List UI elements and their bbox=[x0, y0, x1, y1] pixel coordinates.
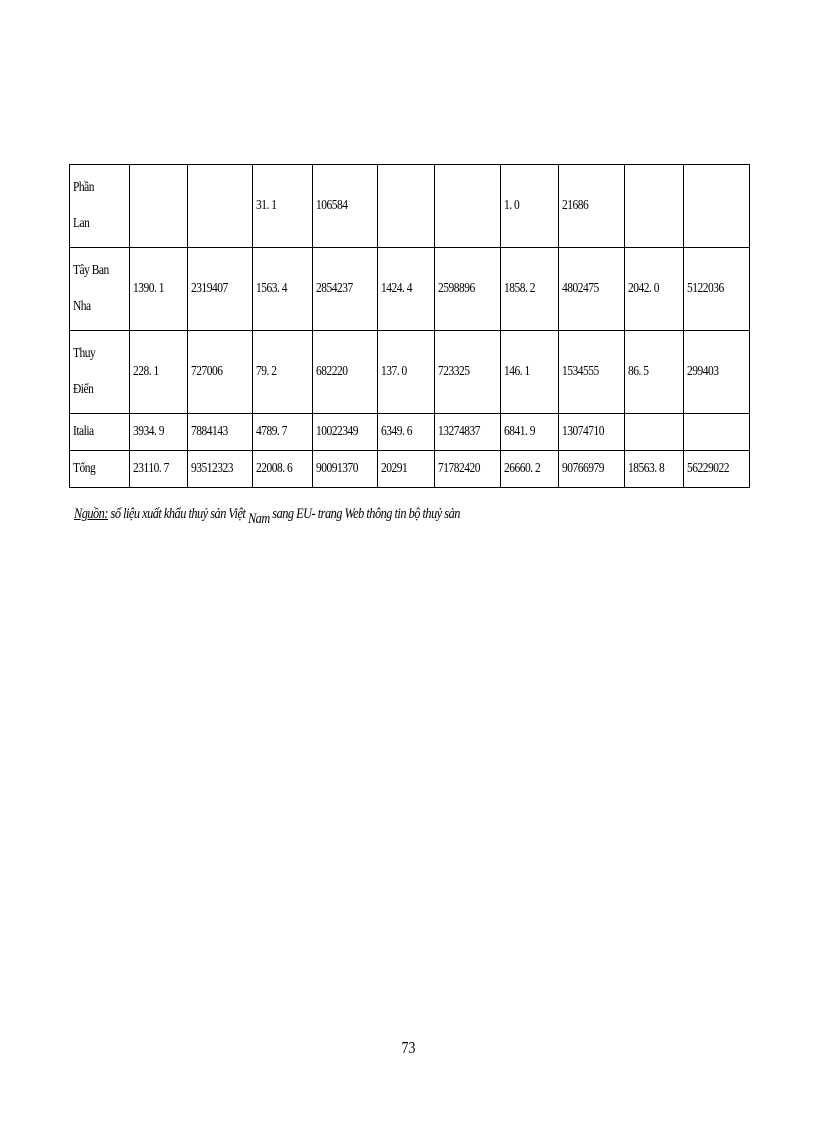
value-cell bbox=[684, 414, 750, 451]
source-text-before: số liệu xuất khẩu thuỷ sản Việt bbox=[107, 506, 248, 522]
value-cell bbox=[625, 331, 684, 414]
value-cell bbox=[378, 414, 435, 451]
value-text: 31. 1 bbox=[256, 198, 277, 213]
value-cell bbox=[501, 248, 559, 331]
value-cell bbox=[501, 414, 559, 451]
value-cell bbox=[378, 248, 435, 331]
table-row bbox=[70, 414, 750, 451]
value-cell bbox=[188, 451, 253, 488]
value-text: 228. 1 bbox=[133, 364, 159, 379]
value-cell bbox=[313, 331, 378, 414]
value-cell bbox=[378, 451, 435, 488]
value-text: 10022349 bbox=[316, 424, 358, 439]
value-cell bbox=[253, 165, 313, 248]
value-cell bbox=[684, 248, 750, 331]
value-text: 7884143 bbox=[191, 424, 228, 439]
value-text: 56229022 bbox=[687, 461, 729, 476]
value-cell bbox=[435, 451, 501, 488]
value-cell bbox=[559, 414, 625, 451]
value-cell bbox=[188, 331, 253, 414]
value-cell bbox=[435, 248, 501, 331]
value-cell bbox=[313, 414, 378, 451]
value-cell bbox=[501, 165, 559, 248]
value-text: 146. 1 bbox=[504, 364, 530, 379]
value-cell bbox=[559, 165, 625, 248]
value-text: 18563. 8 bbox=[628, 461, 665, 476]
value-cell bbox=[130, 331, 188, 414]
value-cell bbox=[130, 248, 188, 331]
value-cell bbox=[625, 165, 684, 248]
value-text: 86. 5 bbox=[628, 364, 649, 379]
value-text: 1424. 4 bbox=[381, 281, 413, 296]
value-text: 2319407 bbox=[191, 281, 228, 296]
country-name-line: Thuy bbox=[73, 346, 96, 361]
value-cell bbox=[501, 451, 559, 488]
country-name-line: Phần bbox=[73, 180, 94, 195]
value-cell bbox=[559, 248, 625, 331]
country-name-line: Nha bbox=[73, 299, 91, 314]
value-text: 723325 bbox=[438, 364, 470, 379]
value-cell bbox=[253, 331, 313, 414]
country-cell bbox=[70, 451, 130, 488]
value-cell bbox=[625, 451, 684, 488]
value-cell bbox=[435, 414, 501, 451]
value-text: 13074710 bbox=[562, 424, 604, 439]
value-cell bbox=[684, 451, 750, 488]
country-cell bbox=[70, 165, 130, 248]
table-row bbox=[70, 331, 750, 414]
value-text: 93512323 bbox=[191, 461, 233, 476]
value-cell bbox=[253, 414, 313, 451]
table-row bbox=[70, 165, 750, 248]
source-text-after: sang EU- trang Web thông tin bộ thuỷ sản bbox=[269, 506, 460, 522]
country-name-line: Tổng bbox=[73, 461, 96, 476]
value-cell bbox=[313, 248, 378, 331]
value-text: 26660. 2 bbox=[504, 461, 541, 476]
value-cell bbox=[625, 414, 684, 451]
value-text: 299403 bbox=[687, 364, 719, 379]
value-text: 1534555 bbox=[562, 364, 599, 379]
value-cell bbox=[559, 451, 625, 488]
value-cell bbox=[501, 331, 559, 414]
value-text: 682220 bbox=[316, 364, 348, 379]
value-cell bbox=[625, 248, 684, 331]
value-cell bbox=[130, 451, 188, 488]
value-text: 2854237 bbox=[316, 281, 353, 296]
value-text: 1. 0 bbox=[504, 198, 520, 213]
value-cell bbox=[435, 165, 501, 248]
value-cell bbox=[188, 248, 253, 331]
value-cell bbox=[313, 451, 378, 488]
country-name-line: Italia bbox=[73, 424, 94, 439]
country-cell bbox=[70, 414, 130, 451]
value-cell bbox=[435, 331, 501, 414]
source-note bbox=[74, 506, 460, 527]
value-text: 21686 bbox=[562, 198, 589, 213]
value-text: 90091370 bbox=[316, 461, 358, 476]
value-text: 2598896 bbox=[438, 281, 475, 296]
country-name-line: Tây Ban bbox=[73, 263, 109, 278]
page-number bbox=[0, 1038, 816, 1058]
value-text: 23110. 7 bbox=[133, 461, 169, 476]
value-text: 4802475 bbox=[562, 281, 599, 296]
value-text: 106584 bbox=[316, 198, 348, 213]
value-cell bbox=[130, 165, 188, 248]
country-name-line: Lan bbox=[73, 216, 90, 231]
value-text: 90766979 bbox=[562, 461, 604, 476]
source-label: Nguồn: bbox=[74, 506, 108, 522]
table-row bbox=[70, 451, 750, 488]
value-text: 727006 bbox=[191, 364, 223, 379]
value-cell bbox=[253, 248, 313, 331]
page-number-text: 73 bbox=[401, 1038, 415, 1057]
value-text: 3934. 9 bbox=[133, 424, 165, 439]
source-subscript: Nam bbox=[247, 511, 270, 527]
value-text: 5122036 bbox=[687, 281, 724, 296]
value-cell bbox=[130, 414, 188, 451]
value-cell bbox=[684, 165, 750, 248]
value-text: 1563. 4 bbox=[256, 281, 288, 296]
value-text: 22008. 6 bbox=[256, 461, 293, 476]
value-cell bbox=[188, 165, 253, 248]
export-data-table bbox=[69, 164, 750, 488]
country-cell bbox=[70, 248, 130, 331]
value-cell bbox=[378, 165, 435, 248]
country-cell bbox=[70, 331, 130, 414]
value-text: 2042. 0 bbox=[628, 281, 660, 296]
value-text: 13274837 bbox=[438, 424, 480, 439]
value-cell bbox=[559, 331, 625, 414]
value-text: 79. 2 bbox=[256, 364, 277, 379]
value-text: 1858. 2 bbox=[504, 281, 536, 296]
value-text: 71782420 bbox=[438, 461, 480, 476]
value-cell bbox=[684, 331, 750, 414]
value-cell bbox=[378, 331, 435, 414]
value-text: 6841. 9 bbox=[504, 424, 536, 439]
value-cell bbox=[253, 451, 313, 488]
value-text: 20291 bbox=[381, 461, 408, 476]
table-body bbox=[70, 165, 750, 488]
country-name-line: Điển bbox=[73, 382, 94, 397]
value-text: 1390. 1 bbox=[133, 281, 165, 296]
value-cell bbox=[313, 165, 378, 248]
value-text: 137. 0 bbox=[381, 364, 407, 379]
table-row bbox=[70, 248, 750, 331]
value-cell bbox=[188, 414, 253, 451]
value-text: 4789. 7 bbox=[256, 424, 288, 439]
value-text: 6349. 6 bbox=[381, 424, 413, 439]
